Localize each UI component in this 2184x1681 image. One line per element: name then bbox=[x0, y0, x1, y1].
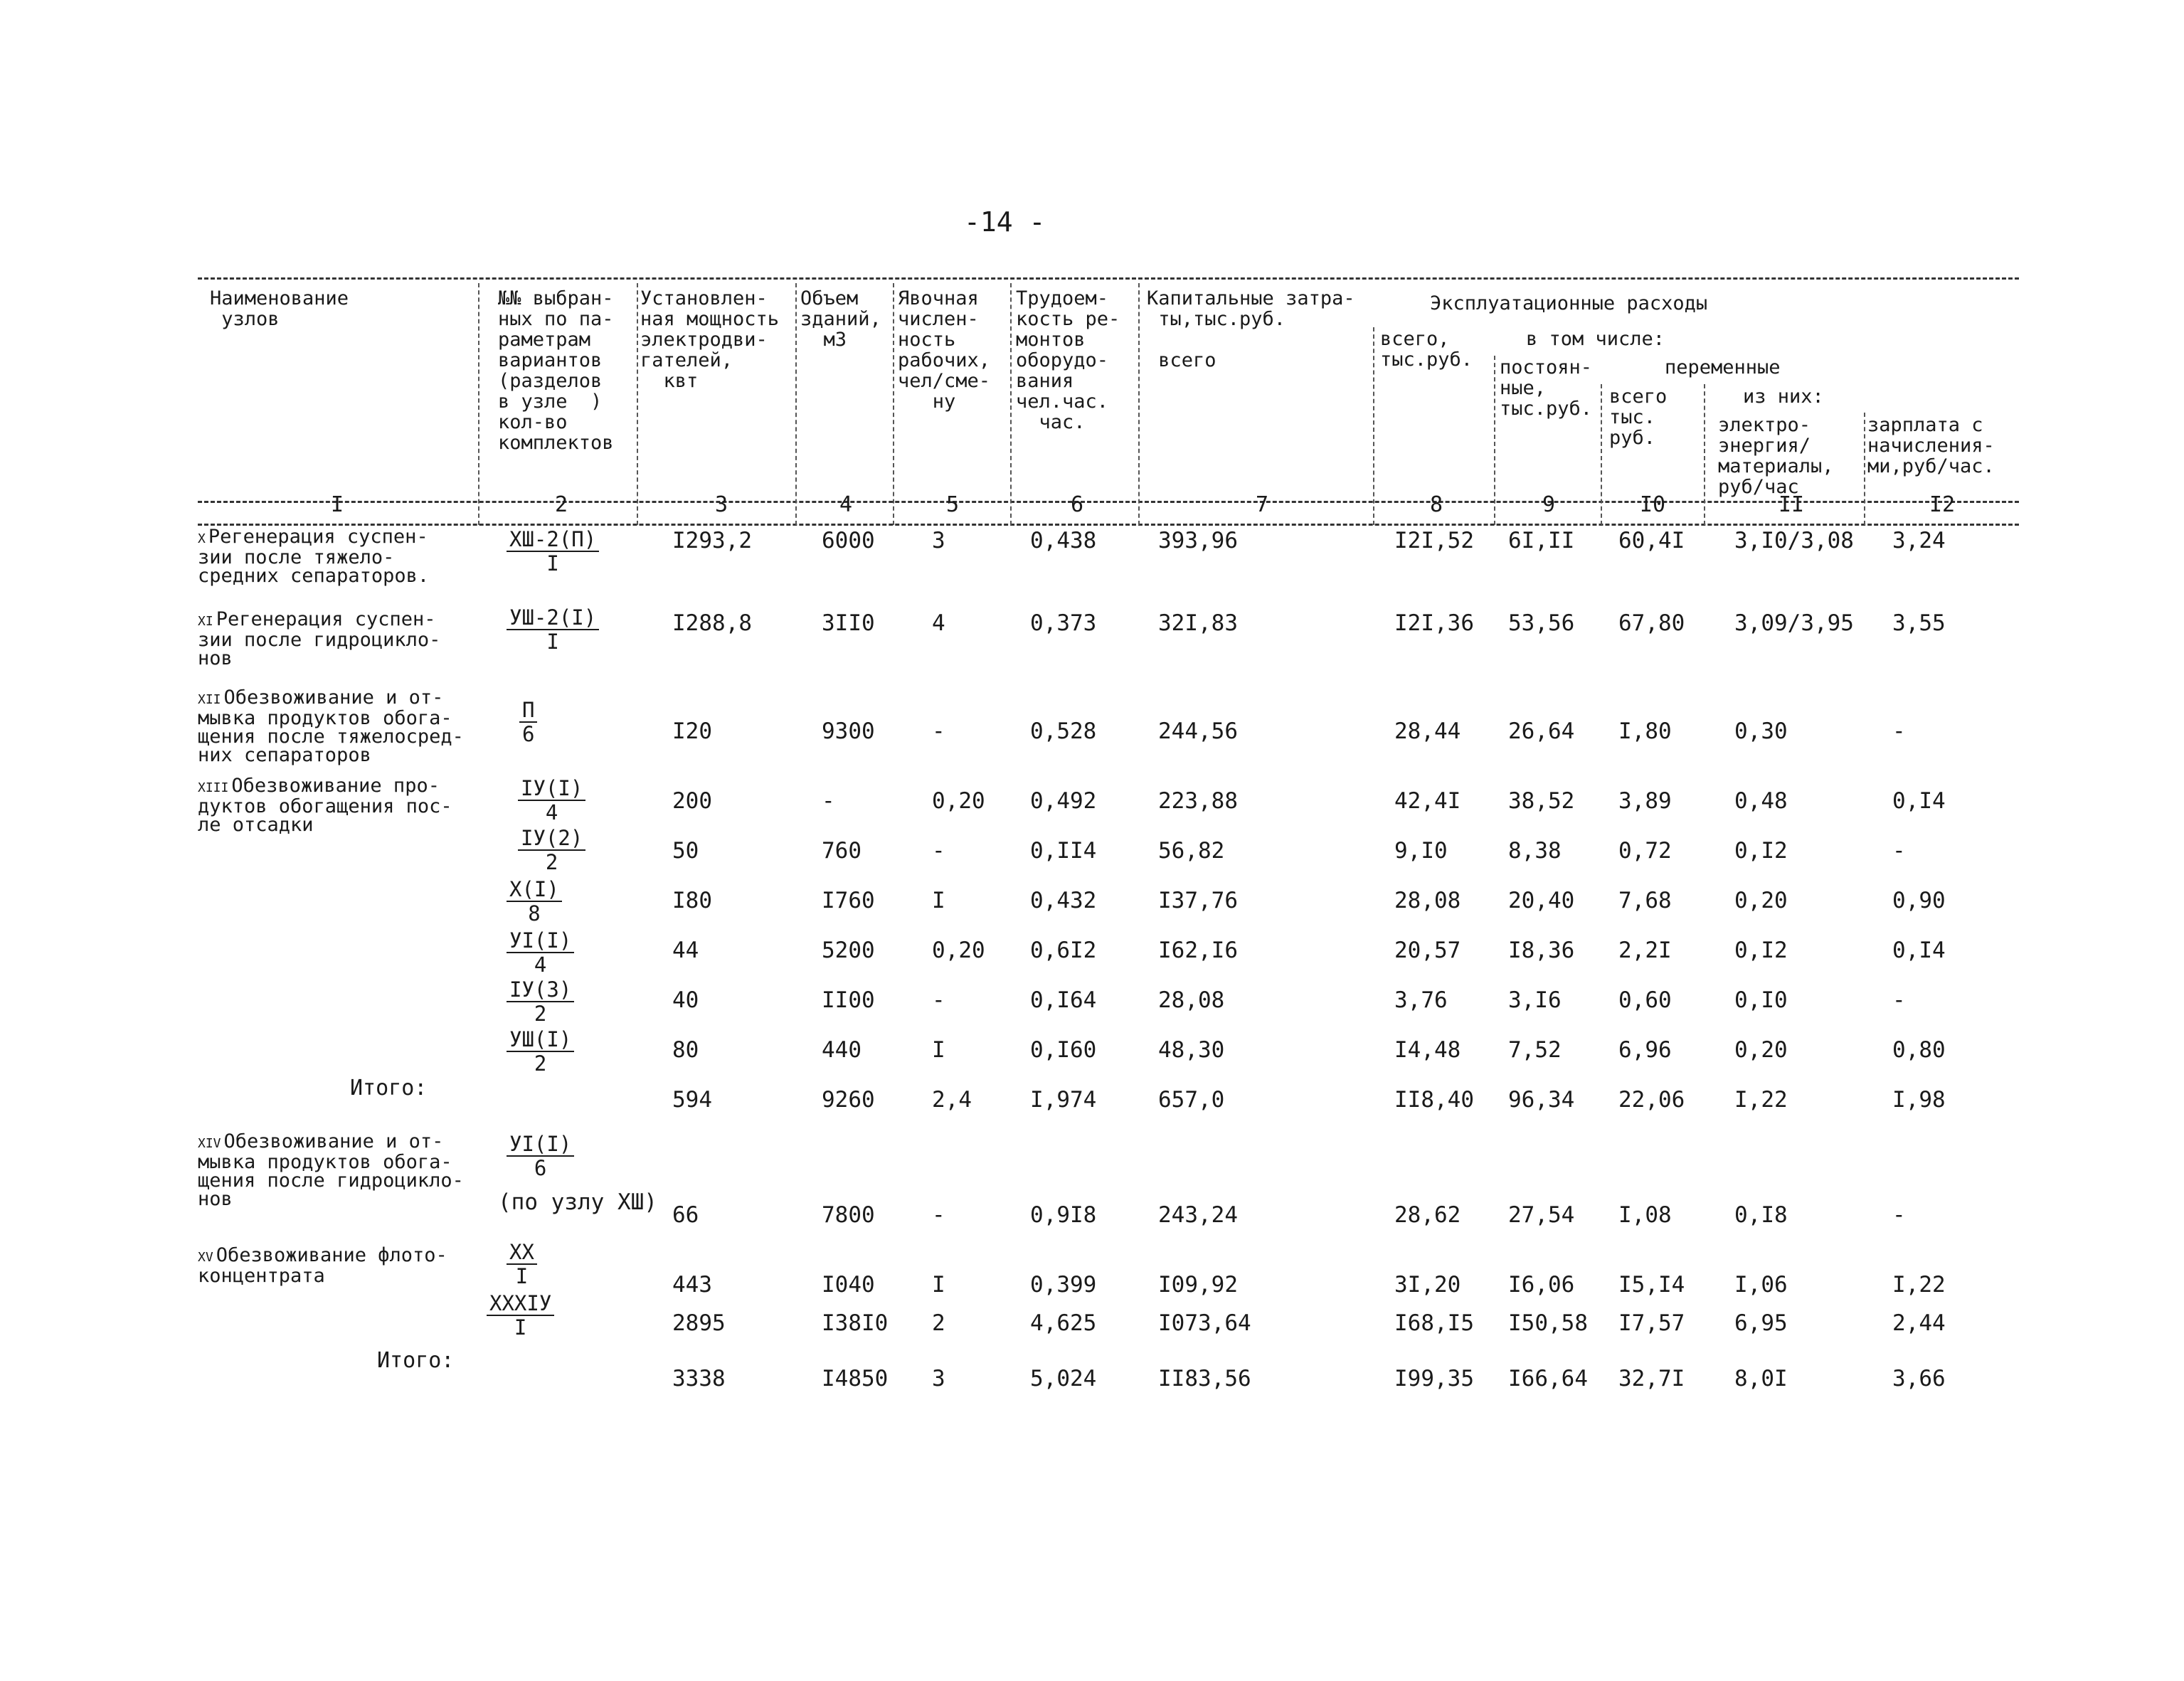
table-cell: 6,96 bbox=[1618, 1037, 1672, 1063]
col-sep bbox=[795, 283, 797, 525]
table-cell: 243,24 bbox=[1158, 1202, 1238, 1228]
table-cell: 443 bbox=[672, 1272, 712, 1298]
col-sep bbox=[1373, 327, 1374, 525]
col-sep bbox=[1601, 384, 1602, 525]
col-number: 8 bbox=[1430, 492, 1443, 517]
table-cell: - bbox=[932, 838, 945, 864]
variant-fraction: XШ-2(П) I bbox=[507, 528, 599, 575]
table-cell: 0,I2 bbox=[1734, 838, 1788, 864]
table-cell: 0,30 bbox=[1734, 718, 1788, 744]
table-cell: 6000 bbox=[822, 528, 875, 553]
col-number-rule bbox=[198, 524, 2019, 526]
table-cell: 7,68 bbox=[1618, 888, 1672, 913]
table-cell: 7,52 bbox=[1508, 1037, 1562, 1063]
table-cell: 0,72 bbox=[1618, 838, 1672, 864]
total-cell: II83,56 bbox=[1158, 1366, 1251, 1391]
table-cell: 0,528 bbox=[1030, 718, 1097, 744]
table-cell: 3,09/3,95 bbox=[1734, 610, 1854, 636]
header-operating: Эксплуатационные расходы bbox=[1430, 292, 1708, 314]
unit-number: XV bbox=[198, 1250, 213, 1265]
total-cell: I,974 bbox=[1030, 1087, 1097, 1113]
table-cell: I68,I5 bbox=[1394, 1310, 1474, 1336]
table-cell: 42,4I bbox=[1394, 788, 1461, 814]
table-cell: I20 bbox=[672, 718, 712, 744]
table-cell: 0,I8 bbox=[1734, 1202, 1788, 1228]
table-cell: I760 bbox=[822, 888, 875, 913]
col-number: II bbox=[1779, 492, 1805, 517]
unit-number: XII bbox=[198, 692, 221, 707]
total-cell: I66,64 bbox=[1508, 1366, 1588, 1391]
table-cell: 223,88 bbox=[1158, 788, 1238, 814]
table-cell: 0,I0 bbox=[1734, 987, 1788, 1013]
table-cell: 28,44 bbox=[1394, 718, 1461, 744]
table-cell: I5,I4 bbox=[1618, 1272, 1685, 1298]
table-cell: 760 bbox=[822, 838, 862, 864]
total-cell: 2,4 bbox=[932, 1087, 972, 1113]
header-unit-name: Наименование узлов bbox=[210, 287, 349, 330]
header-of-them: из них: bbox=[1743, 386, 1824, 408]
table-cell: I bbox=[932, 888, 945, 913]
table-cell: 32I,83 bbox=[1158, 610, 1238, 636]
table-cell: I288,8 bbox=[672, 610, 752, 636]
table-cell: 28,08 bbox=[1394, 888, 1461, 913]
unit-name: XIII Обезвоживание про- дуктов обогащения пос- ле отсадки bbox=[198, 775, 452, 836]
variant-fraction: IУ(2) 2 bbox=[518, 827, 585, 874]
table-cell: 0,I2 bbox=[1734, 938, 1788, 963]
table-cell: I,80 bbox=[1618, 718, 1672, 744]
table-cell: 3,55 bbox=[1892, 610, 1946, 636]
table-cell: 3,24 bbox=[1892, 528, 1946, 553]
table-cell: I38I0 bbox=[822, 1310, 889, 1336]
table-cell: 0,20 bbox=[1734, 1037, 1788, 1063]
table-cell: I2I,52 bbox=[1394, 528, 1474, 553]
table-cell: 0,II4 bbox=[1030, 838, 1097, 864]
table-cell: 6I,II bbox=[1508, 528, 1575, 553]
table-cell: 5200 bbox=[822, 938, 875, 963]
header-top-rule bbox=[198, 277, 2019, 280]
table-cell: 27,54 bbox=[1508, 1202, 1575, 1228]
table-cell: 9,I0 bbox=[1394, 838, 1448, 864]
table-cell: 4,625 bbox=[1030, 1310, 1097, 1336]
table-cell: 0,20 bbox=[932, 938, 985, 963]
total-cell: 657,0 bbox=[1158, 1087, 1225, 1113]
total-cell: 3 bbox=[932, 1366, 945, 1391]
col-sep bbox=[1864, 413, 1865, 525]
table-cell: 53,56 bbox=[1508, 610, 1575, 636]
total-cell: 3338 bbox=[672, 1366, 726, 1391]
total-cell: 5,024 bbox=[1030, 1366, 1097, 1391]
total-cell: 594 bbox=[672, 1087, 712, 1113]
table-cell: 66 bbox=[672, 1202, 699, 1228]
table-cell: 8,38 bbox=[1508, 838, 1562, 864]
header-volume: Объем зданий, м3 bbox=[800, 287, 881, 351]
variant-fraction: XXXIУ I bbox=[487, 1292, 554, 1339]
table-cell: 9300 bbox=[822, 718, 875, 744]
total-cell: 32,7I bbox=[1618, 1366, 1685, 1391]
table-cell: 244,56 bbox=[1158, 718, 1238, 744]
table-cell: - bbox=[1892, 987, 1906, 1013]
table-cell: - bbox=[1892, 718, 1906, 744]
table-cell: I6,06 bbox=[1508, 1272, 1575, 1298]
variant-fraction: УI(I) 6 bbox=[507, 1133, 574, 1179]
table-cell: 3,I0/3,08 bbox=[1734, 528, 1854, 553]
col-number: I0 bbox=[1640, 492, 1666, 517]
total-label: Итого: bbox=[377, 1348, 455, 1373]
table-cell: - bbox=[932, 1202, 945, 1228]
col-number: 3 bbox=[715, 492, 728, 517]
total-cell: 96,34 bbox=[1508, 1087, 1575, 1113]
table-cell: I7,57 bbox=[1618, 1310, 1685, 1336]
col-number: I2 bbox=[1929, 492, 1956, 517]
table-cell: 38,52 bbox=[1508, 788, 1575, 814]
table-cell: - bbox=[1892, 838, 1906, 864]
col-number: 4 bbox=[839, 492, 853, 517]
table-cell: 0,438 bbox=[1030, 528, 1097, 553]
table-cell: 0,9I8 bbox=[1030, 1202, 1097, 1228]
total-cell: I99,35 bbox=[1394, 1366, 1474, 1391]
unit-name: XI Регенерация суспен- зии после гидроцикло- нов bbox=[198, 608, 441, 669]
table-cell: - bbox=[1892, 1202, 1906, 1228]
table-cell: 56,82 bbox=[1158, 838, 1225, 864]
table-cell: 393,96 bbox=[1158, 528, 1238, 553]
col-sep bbox=[1138, 283, 1140, 525]
total-cell: I,22 bbox=[1734, 1087, 1788, 1113]
header-variants: №№ выбран- ных по па- раметрам вариантов (разделов в узле ) кол-во комплектов bbox=[498, 287, 614, 454]
variant-fraction: $\frac{XX}{I}$ bbox=[507, 1241, 537, 1288]
table-cell: 0,20 bbox=[1734, 888, 1788, 913]
table-cell: 3,76 bbox=[1394, 987, 1448, 1013]
table-cell: I,06 bbox=[1734, 1272, 1788, 1298]
variant-fraction: $\frac{X(I)}{8}$ bbox=[507, 878, 562, 925]
table-cell: 440 bbox=[822, 1037, 862, 1063]
total-cell: I,98 bbox=[1892, 1087, 1946, 1113]
table-cell: I50,58 bbox=[1508, 1310, 1588, 1336]
table-cell: 26,64 bbox=[1508, 718, 1575, 744]
table-cell: 28,08 bbox=[1158, 987, 1225, 1013]
total-cell: I4850 bbox=[822, 1366, 889, 1391]
variant-fraction: УШ(I) 2 bbox=[507, 1028, 574, 1075]
table-cell: I8,36 bbox=[1508, 938, 1575, 963]
table-cell: 28,62 bbox=[1394, 1202, 1461, 1228]
total-cell: 3,66 bbox=[1892, 1366, 1946, 1391]
table-cell: 3 bbox=[932, 528, 945, 553]
table-cell: I bbox=[932, 1037, 945, 1063]
unit-name: XV Обезвоживание флото- концентрата bbox=[198, 1244, 447, 1287]
col-number: 2 bbox=[555, 492, 568, 517]
col-sep bbox=[637, 283, 638, 525]
unit-number: X bbox=[198, 531, 206, 546]
table-cell: 0,492 bbox=[1030, 788, 1097, 814]
table-cell: 20,40 bbox=[1508, 888, 1575, 913]
table-cell: I2I,36 bbox=[1394, 610, 1474, 636]
variant-fraction: УI(I) 4 bbox=[507, 929, 574, 976]
table-cell: - bbox=[822, 788, 835, 814]
table-cell: 40 bbox=[672, 987, 699, 1013]
total-label: Итого: bbox=[350, 1076, 428, 1101]
unit-name: XII Обезвоживание и от- мывка продуктов обога- щения после тяжелосред- них сепараторов bbox=[198, 686, 464, 766]
table-cell: 2895 bbox=[672, 1310, 726, 1336]
table-cell: I073,64 bbox=[1158, 1310, 1251, 1336]
col-sep bbox=[1494, 356, 1495, 525]
table-cell: - bbox=[932, 987, 945, 1013]
header-including: в том числе: bbox=[1526, 328, 1665, 350]
total-cell: 8,0I bbox=[1734, 1366, 1788, 1391]
col-sep bbox=[1704, 384, 1705, 525]
table-cell: 20,57 bbox=[1394, 938, 1461, 963]
header-capital: Капитальные затра- ты,тыс.руб. всего bbox=[1147, 287, 1355, 371]
table-cell: 0,90 bbox=[1892, 888, 1946, 913]
col-sep bbox=[893, 283, 894, 525]
page-number: -14 - bbox=[964, 206, 1046, 238]
table-cell: II00 bbox=[822, 987, 875, 1013]
variant-fraction: IУ(3) 2 bbox=[507, 978, 574, 1025]
table-cell: I293,2 bbox=[672, 528, 752, 553]
table-cell: 0,80 bbox=[1892, 1037, 1946, 1063]
table-cell: I62,I6 bbox=[1158, 938, 1238, 963]
total-cell: 9260 bbox=[822, 1087, 875, 1113]
table-cell: 0,6I2 bbox=[1030, 938, 1097, 963]
header-salary: зарплата с начисления- ми,руб/час. bbox=[1867, 414, 1995, 477]
unit-number: XIV bbox=[198, 1136, 221, 1151]
header-variable-total: всего тыс. руб. bbox=[1609, 386, 1668, 449]
table-cell: 80 bbox=[672, 1037, 699, 1063]
header-energy: электро- энергия/ материалы, руб/час bbox=[1718, 414, 1834, 498]
header-power: Установлен- ная мощность электродви- гателей, квт bbox=[640, 287, 780, 392]
table-cell: 0,373 bbox=[1030, 610, 1097, 636]
variant-fraction: IУ(I) 4 bbox=[518, 777, 585, 824]
total-cell: 22,06 bbox=[1618, 1087, 1685, 1113]
table-cell: 4 bbox=[932, 610, 945, 636]
variant-fraction: УШ-2(I) I bbox=[507, 606, 599, 653]
table-cell: 48,30 bbox=[1158, 1037, 1225, 1063]
table-cell: 50 bbox=[672, 838, 699, 864]
unit-name: XIV Обезвоживание и от- мывка продуктов обога- щения после гидроцикло- нов bbox=[198, 1130, 464, 1210]
header-labor: Трудоем- кость ре- монтов оборудо- вания чел.час. час. bbox=[1016, 287, 1120, 433]
header-constant: постоян- ные, тыс.руб. bbox=[1500, 356, 1593, 420]
table-cell: 0,432 bbox=[1030, 888, 1097, 913]
table-cell: 3,I6 bbox=[1508, 987, 1562, 1013]
col-number: 9 bbox=[1542, 492, 1556, 517]
table-cell: 67,80 bbox=[1618, 610, 1685, 636]
variant-note: (по узлу XШ) bbox=[498, 1189, 657, 1215]
table-cell: I,08 bbox=[1618, 1202, 1672, 1228]
table-cell: 0,48 bbox=[1734, 788, 1788, 814]
table-cell: 3II0 bbox=[822, 610, 875, 636]
table-cell: 44 bbox=[672, 938, 699, 963]
table-cell: 3,89 bbox=[1618, 788, 1672, 814]
variant-fraction: П 6 bbox=[519, 699, 537, 746]
table-cell: 0,399 bbox=[1030, 1272, 1097, 1298]
table-cell: 0,I4 bbox=[1892, 938, 1946, 963]
table-cell: I040 bbox=[822, 1272, 875, 1298]
table-cell: 60,4I bbox=[1618, 528, 1685, 553]
total-cell: II8,40 bbox=[1394, 1087, 1474, 1113]
table-cell: 2,2I bbox=[1618, 938, 1672, 963]
col-number: I bbox=[331, 492, 344, 517]
header-workers: Явочная числен- ность рабочих, чел/сме- ну bbox=[898, 287, 991, 413]
table-cell: 0,I4 bbox=[1892, 788, 1946, 814]
table-cell: I09,92 bbox=[1158, 1272, 1238, 1298]
table-cell: 7800 bbox=[822, 1202, 875, 1228]
table-cell: 0,60 bbox=[1618, 987, 1672, 1013]
table-cell: I37,76 bbox=[1158, 888, 1238, 913]
col-sep bbox=[478, 283, 479, 525]
table-cell: 0,I60 bbox=[1030, 1037, 1097, 1063]
col-sep bbox=[1010, 283, 1012, 525]
col-number: 6 bbox=[1071, 492, 1084, 517]
table-cell: I bbox=[932, 1272, 945, 1298]
col-number: 7 bbox=[1256, 492, 1269, 517]
table-cell: 0,I64 bbox=[1030, 987, 1097, 1013]
table-cell: 200 bbox=[672, 788, 712, 814]
header-bottom-rule bbox=[198, 501, 2019, 503]
header-variable: переменные bbox=[1665, 356, 1781, 378]
table-cell: 2,44 bbox=[1892, 1310, 1946, 1336]
table-cell: I80 bbox=[672, 888, 712, 913]
unit-number: XIII bbox=[198, 780, 229, 795]
table-cell: 6,95 bbox=[1734, 1310, 1788, 1336]
header-operating-total: всего, тыс.руб. bbox=[1380, 328, 1473, 371]
unit-number: XI bbox=[198, 614, 213, 629]
table-cell: I,22 bbox=[1892, 1272, 1946, 1298]
unit-name: X Регенерация суспен- зии после тяжело- средних сепараторов. bbox=[198, 526, 430, 587]
table-cell: I4,48 bbox=[1394, 1037, 1461, 1063]
table-cell: 0,20 bbox=[932, 788, 985, 814]
table-cell: - bbox=[932, 718, 945, 744]
table-cell: 3I,20 bbox=[1394, 1272, 1461, 1298]
table-cell: 2 bbox=[932, 1310, 945, 1336]
col-number: 5 bbox=[946, 492, 960, 517]
